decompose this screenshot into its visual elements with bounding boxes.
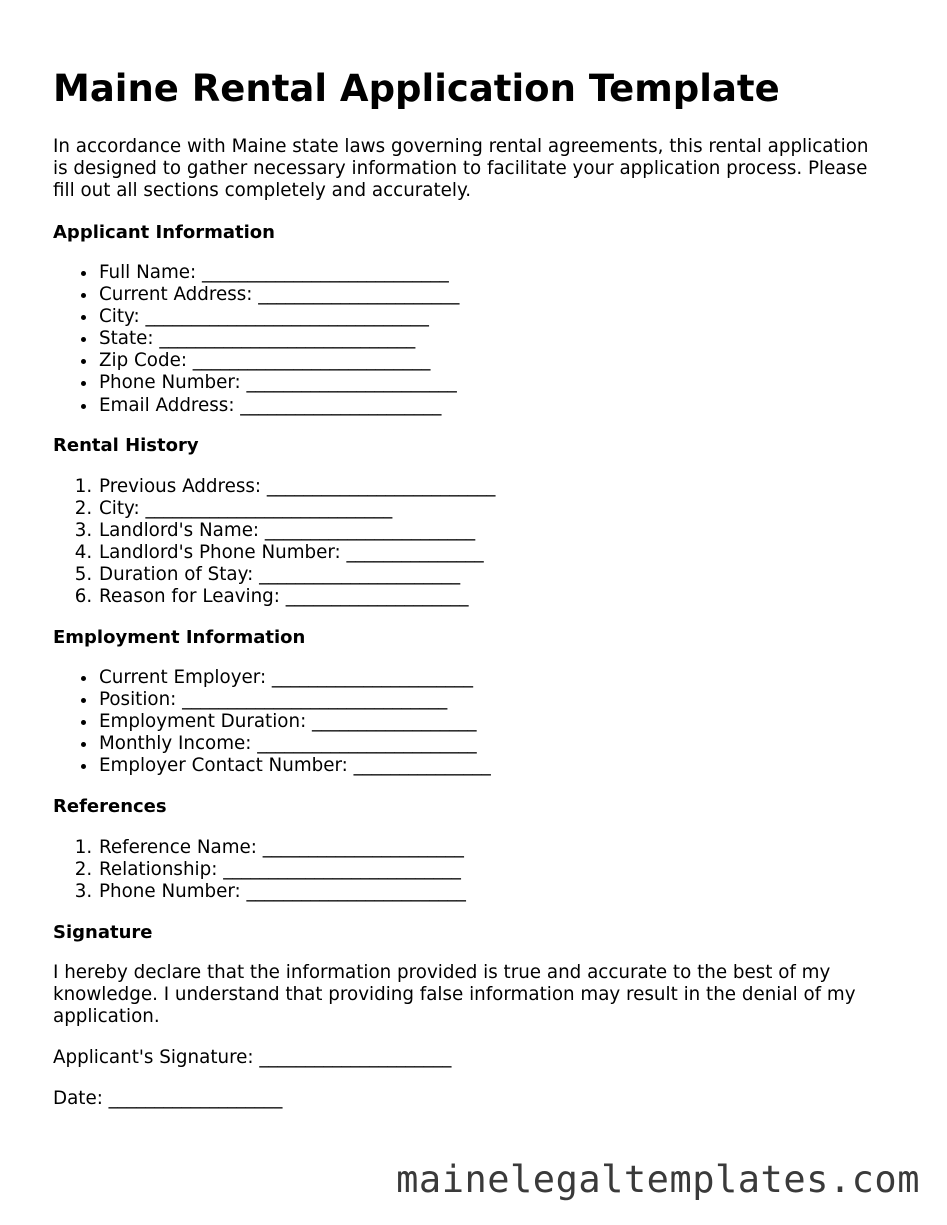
date-line: Date: ___________________ bbox=[53, 1088, 283, 1109]
field-employment-duration: • Employment Duration: __________________ bbox=[98, 711, 491, 733]
field-city: • City: _______________________________ bbox=[98, 306, 459, 328]
section-heading-references: References bbox=[53, 796, 167, 817]
field-state: • State: ____________________________ bbox=[98, 328, 459, 350]
intro-paragraph: In accordance with Maine state laws governing rental agreements, this rental application is designed to gather necessary information to facilitate your application process. Please fill out all sections completely and accurately. bbox=[53, 136, 869, 202]
field-zip-code: • Zip Code: __________________________ bbox=[98, 350, 459, 372]
field-duration-of-stay: 5. Duration of Stay: ______________________ bbox=[98, 564, 495, 586]
site-watermark: mainelegaltemplates.com bbox=[396, 1158, 920, 1201]
field-reference-phone: 3. Phone Number: ________________________ bbox=[98, 881, 466, 903]
field-position: • Position: _____________________________ bbox=[98, 689, 491, 711]
field-full-name: • Full Name: ___________________________ bbox=[98, 262, 459, 284]
applicant-fields-list bbox=[53, 262, 459, 417]
field-employer-contact: • Employer Contact Number: _______________ bbox=[98, 755, 491, 777]
page-title: Maine Rental Application Template bbox=[53, 67, 780, 110]
field-email-address: • Email Address: ______________________ bbox=[98, 395, 459, 417]
field-reference-name: 1. Reference Name: ______________________ bbox=[98, 837, 466, 859]
field-landlord-name: 3. Landlord's Name: _______________________ bbox=[98, 520, 495, 542]
field-previous-address: 1. Previous Address: _________________________ bbox=[98, 476, 495, 498]
rental-history-list bbox=[53, 476, 495, 609]
field-landlord-phone: 4. Landlord's Phone Number: _______________ bbox=[98, 542, 495, 564]
field-relationship: 2. Relationship: __________________________ bbox=[98, 859, 466, 881]
references-list bbox=[53, 837, 466, 903]
section-heading-rental-history: Rental History bbox=[53, 435, 199, 456]
section-heading-applicant: Applicant Information bbox=[53, 222, 275, 243]
field-current-employer: • Current Employer: ______________________ bbox=[98, 667, 491, 689]
signature-line: Applicant's Signature: _____________________ bbox=[53, 1047, 452, 1068]
field-reason-for-leaving: 6. Reason for Leaving: ____________________ bbox=[98, 586, 495, 608]
section-heading-signature: Signature bbox=[53, 922, 153, 943]
declaration-paragraph: I hereby declare that the information provided is true and accurate to the best of my knowledge. I understand that providing false information may result in the denial of my application. bbox=[53, 962, 856, 1028]
field-current-address: • Current Address: ______________________ bbox=[98, 284, 459, 306]
section-heading-employment: Employment Information bbox=[53, 627, 306, 648]
field-phone-number: • Phone Number: _______________________ bbox=[98, 372, 459, 394]
field-previous-city: 2. City: ___________________________ bbox=[98, 498, 495, 520]
field-monthly-income: • Monthly Income: ________________________ bbox=[98, 733, 491, 755]
employment-fields-list bbox=[53, 667, 491, 777]
